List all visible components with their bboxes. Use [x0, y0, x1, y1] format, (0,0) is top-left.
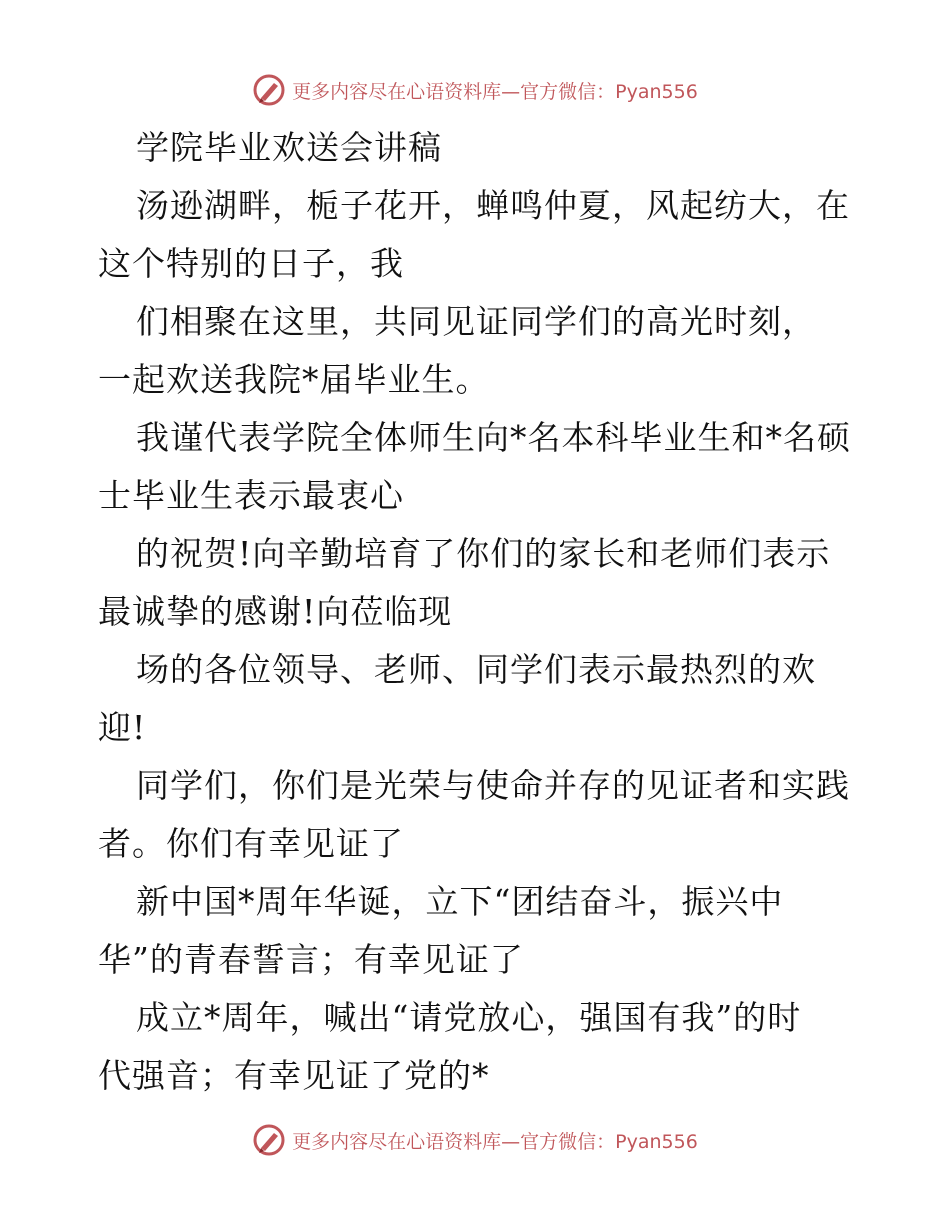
document-title: 学院毕业欢送会讲稿: [136, 128, 442, 167]
pen-logo-icon: [252, 73, 286, 107]
paragraph-line: 们相聚在这里，共同见证同学们的高光时刻，: [136, 302, 816, 341]
paragraph-line: 的祝贺!向辛勤培育了你们的家长和老师们表示: [136, 534, 831, 573]
paragraph-line: 汤逊湖畔，栀子花开，蝉鸣仲夏，风起纺大，在: [136, 186, 850, 225]
paragraph-line: 华”的青春誓言；有幸见证了: [98, 940, 524, 979]
paragraph-line: 这个特别的日子，我: [98, 244, 404, 283]
paragraph-line: 新中国*周年华诞，立下“团结奋斗，振兴中: [136, 882, 784, 921]
banner-text: 更多内容尽在心语资料库—官方微信：Pyan556: [292, 80, 698, 103]
footer-banner: [0, 1120, 950, 1160]
banner-text: 更多内容尽在心语资料库—官方微信：Pyan556: [292, 1130, 698, 1153]
paragraph-line: 我谨代表学院全体师生向*名本科毕业生和*名硕: [136, 418, 851, 457]
header-banner: [0, 70, 950, 110]
paragraph-line: 代强音；有幸见证了党的*: [98, 1056, 490, 1095]
paragraph-line: 场的各位领导、老师、同学们表示最热烈的欢: [136, 650, 816, 689]
paragraph-line: 迎!: [98, 708, 147, 747]
paragraph-line: 最诚挚的感谢!向莅临现: [98, 592, 453, 631]
paragraph-line: 士毕业生表示最衷心: [98, 476, 404, 515]
paragraph-line: 者。你们有幸见证了: [98, 824, 404, 863]
pen-logo-icon: [252, 1123, 286, 1157]
paragraph-line: 成立*周年，喊出“请党放心，强国有我”的时: [136, 998, 802, 1037]
paragraph-line: 一起欢送我院*届毕业生。: [98, 360, 490, 399]
paragraph-line: 同学们，你们是光荣与使命并存的见证者和实践: [136, 766, 850, 805]
